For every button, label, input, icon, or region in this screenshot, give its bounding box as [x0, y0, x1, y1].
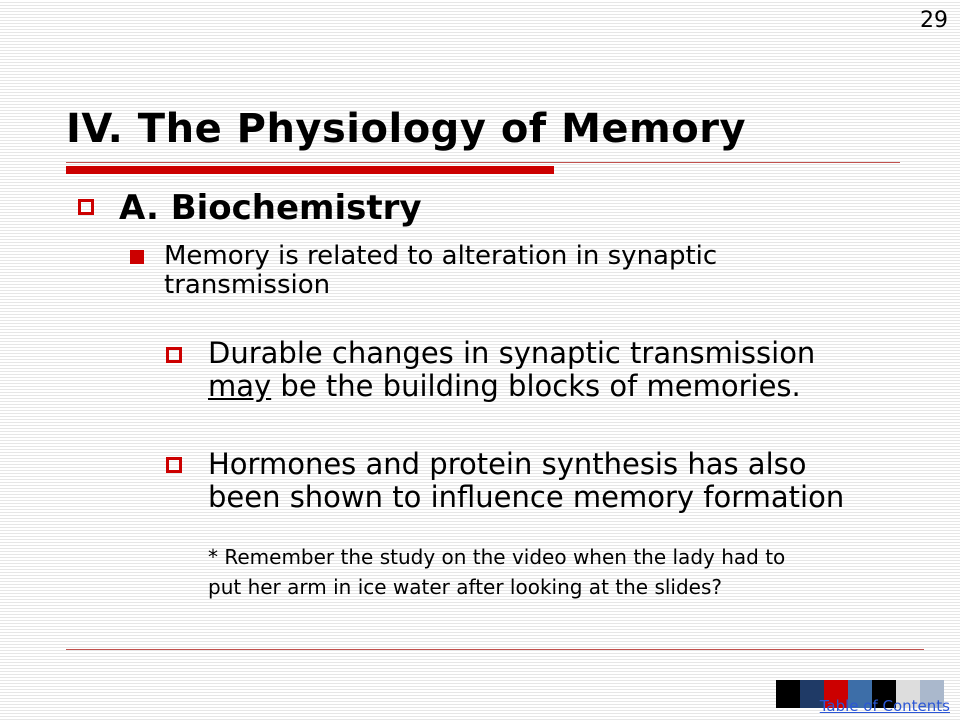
- subpoint-hormones: [208, 448, 948, 514]
- study-note: [208, 542, 785, 602]
- subpoint-line: [208, 370, 948, 403]
- hollow-square-bullet-icon: [166, 457, 182, 473]
- slide-number: 29: [920, 8, 948, 33]
- slide-title: IV. The Physiology of Memory: [66, 106, 747, 152]
- subpoint-durable-changes: [208, 337, 948, 403]
- section-heading: A. Biochemistry: [119, 188, 422, 228]
- solid-square-bullet-icon: [130, 250, 144, 264]
- title-divider-thick: [66, 166, 554, 174]
- hollow-square-bullet-icon: [78, 199, 94, 215]
- color-swatch: [776, 680, 800, 708]
- bottom-divider: [66, 649, 924, 650]
- table-of-contents-link[interactable]: Table of Contents: [819, 697, 950, 715]
- subpoint-line: Hormones and protein synthesis has also: [208, 447, 807, 481]
- note-line: * Remember the study on the video when the lady had to: [208, 545, 786, 569]
- title-divider-thin: [66, 162, 900, 163]
- note-line: put her arm in ice water after looking at the slides?: [208, 575, 723, 599]
- subpoint-line-rest: be the building blocks of memories.: [271, 369, 801, 403]
- hollow-square-bullet-icon: [166, 347, 182, 363]
- bullet-text: Memory is related to alteration in synaptic transmission: [164, 241, 718, 300]
- subpoint-line: been shown to influence memory formation: [208, 480, 845, 514]
- underlined-word: may: [208, 369, 272, 403]
- subpoint-line: Durable changes in synaptic transmission: [208, 336, 816, 370]
